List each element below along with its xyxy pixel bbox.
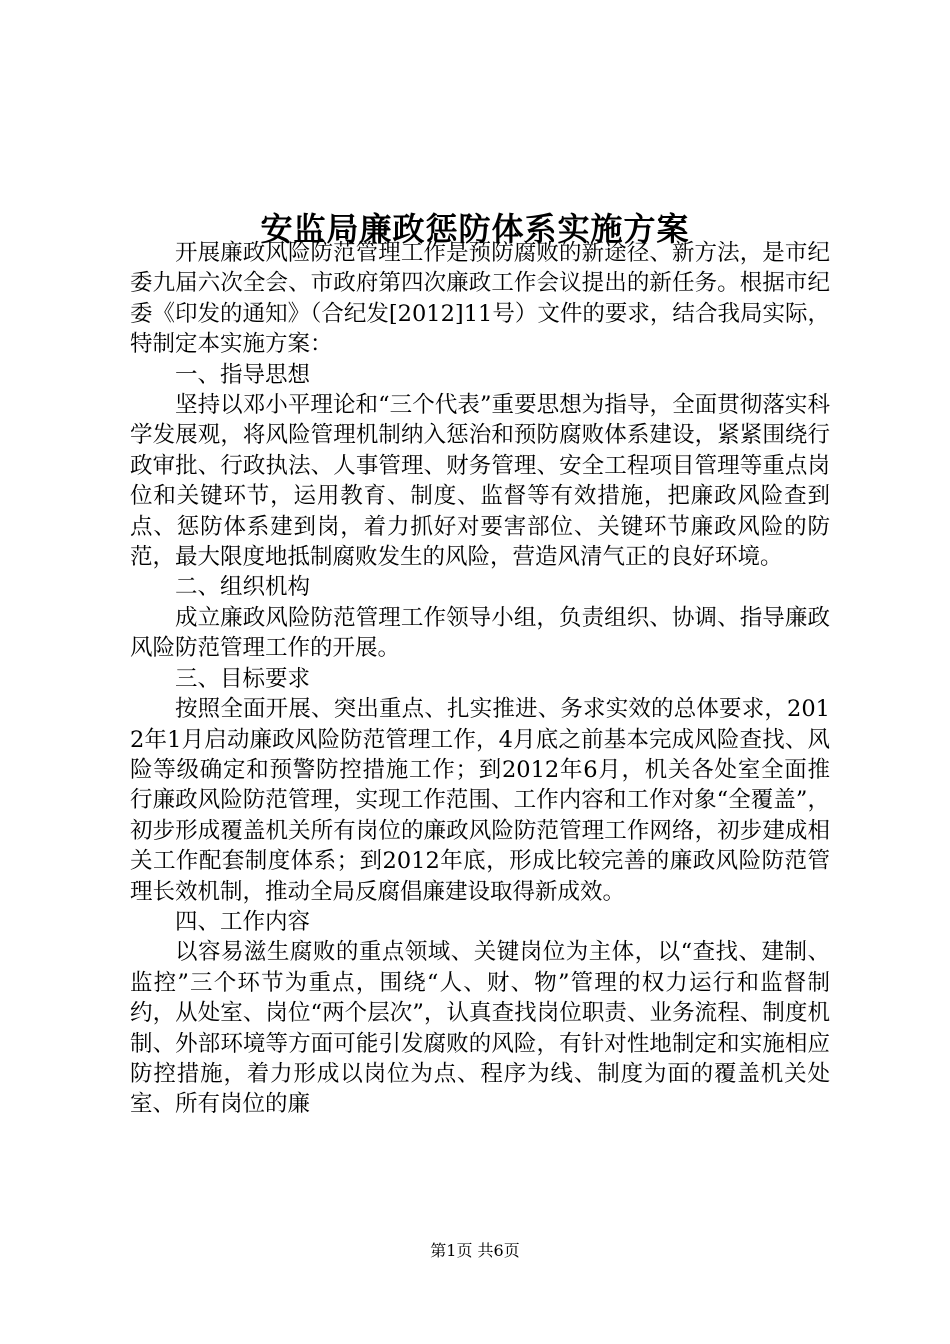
section-heading: 三、目标要求 [175,665,311,692]
intro-paragraph: 开展廉政风险防范管理工作是预防腐败的新途径、新方法，是市纪委九届六次全会、市政府第四次廉政工作会议提出的新任务。根据市纪委《印发的通知》（合纪发[2012]11号）文件的要求，结合我局实际，特制定本实施方案： [130,240,830,358]
body-paragraph: 坚持以邓小平理论和“三个代表”重要思想为指导，全面贯彻落实科学发展观，将风险管理机制纳入惩治和预防腐败体系建设，紧紧围绕行政审批、行政执法、人事管理、财务管理、安全工程项目管理等重点岗位和关键环节，运用教育、制度、监督等有效措施，把廉政风险查到点、惩防体系建到岗，着力抓好对要害部位、关键环节廉政风险的防范，最大限度地抵制腐败发生的风险，营造风清气正的良好环境。 [130,392,830,571]
body-paragraph: 以容易滋生腐败的重点领域、关键岗位为主体，以“查找、建制、监控”三个环节为重点，围绕“人、财、物”管理的权力运行和监督制约，从处室、岗位“两个层次”，认真查找岗位职责、业务流程、制度机制、外部环境等方面可能引发腐败的风险，有针对性地制定和实施相应防控措施，着力形成以岗位为点、程序为线、制度为面的覆盖机关处室、所有岗位的廉 [130,939,830,1118]
body-paragraph: 按照全面开展、突出重点、扎实推进、务求实效的总体要求，2012年1月启动廉政风险防范管理工作，4月底之前基本完成风险查找、风险等级确定和预警防控措施工作；到2012年6月，机关各处室全面推行廉政风险防范管理，实现工作范围、工作内容和工作对象“全覆盖”，初步形成覆盖机关所有岗位的廉政风险防范管理工作网络，初步建成相关工作配套制度体系；到2012年底，形成比较完善的廉政风险防范管理长效机制，推动全局反腐倡廉建设取得新成效。 [130,696,830,905]
document-title: 安监局廉政惩防体系实施方案 [260,210,690,249]
body-paragraph: 成立廉政风险防范管理工作领导小组，负责组织、协调、指导廉政风险防范管理工作的开展。 [130,604,830,662]
document-body [130,238,830,1120]
section-heading: 四、工作内容 [175,908,311,935]
section-heading: 二、组织机构 [175,574,311,601]
page-footer: 第1页 共6页 [430,1241,520,1260]
section-heading: 一、指导思想 [175,361,311,388]
